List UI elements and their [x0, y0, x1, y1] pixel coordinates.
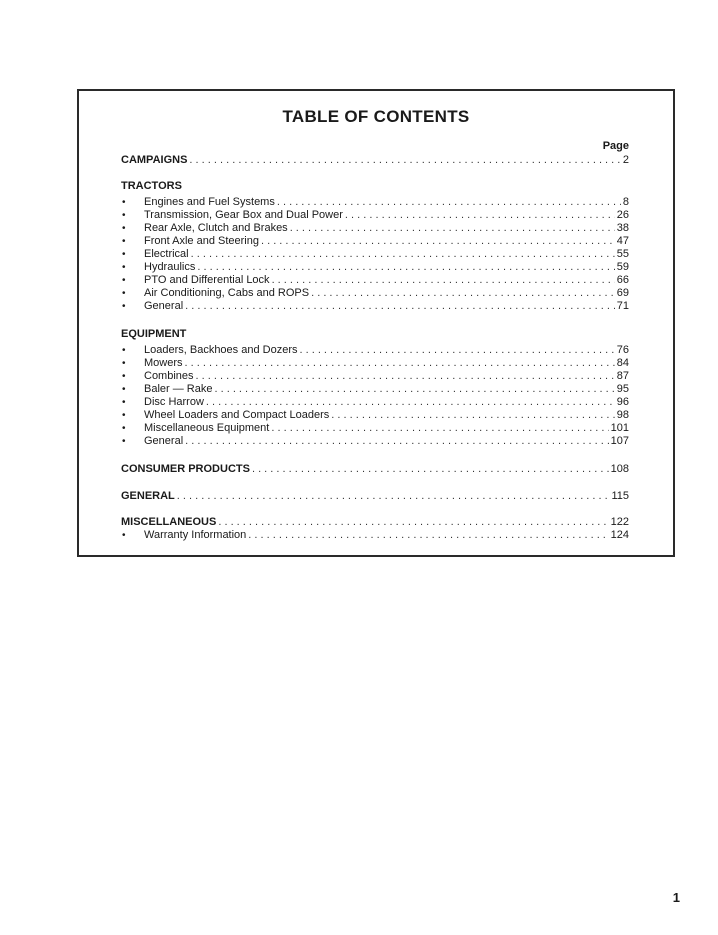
- dot-leader: [271, 422, 608, 435]
- entry-label: CAMPAIGNS: [121, 154, 188, 166]
- dot-leader: [185, 435, 609, 448]
- entry-page: 84: [616, 357, 629, 369]
- bullet: •: [122, 423, 126, 434]
- entry-page: 108: [610, 463, 629, 475]
- toc-entry: [121, 529, 629, 542]
- toc-entry: [121, 344, 629, 357]
- entry-page: 124: [610, 529, 629, 541]
- dot-leader: [261, 235, 615, 248]
- toc-entry-miscellaneous: [121, 516, 629, 529]
- bullet: •: [122, 210, 126, 221]
- bullet: •: [122, 223, 126, 234]
- page-column-header: Page: [602, 140, 629, 152]
- section-heading-tractors: TRACTORS: [121, 180, 182, 192]
- entry-page: 107: [610, 435, 629, 447]
- entry-page: 47: [616, 235, 629, 247]
- toc-entry: [121, 435, 629, 448]
- page-number: 1: [672, 890, 680, 905]
- toc-entry: [121, 383, 629, 396]
- toc-entry: [121, 396, 629, 409]
- entry-label: Baler — Rake: [144, 383, 213, 395]
- entry-page: 115: [611, 490, 629, 502]
- dot-leader: [218, 516, 608, 529]
- dot-leader: [206, 396, 615, 409]
- entry-label: Air Conditioning, Cabs and ROPS: [144, 287, 310, 299]
- entry-label: CONSUMER PRODUCTS: [121, 463, 250, 475]
- dot-leader: [272, 274, 615, 287]
- bullet: •: [122, 288, 126, 299]
- toc-entry: [121, 422, 629, 435]
- bullet: •: [122, 236, 126, 247]
- dot-leader: [299, 344, 614, 357]
- toc-entry-consumer-products: [121, 463, 629, 476]
- entry-page: 95: [616, 383, 629, 395]
- entry-label: MISCELLANEOUS: [121, 516, 217, 528]
- entry-label: Warranty Information: [144, 529, 247, 541]
- entry-page: 87: [616, 370, 629, 382]
- dot-leader: [177, 490, 610, 503]
- toc-entry: [121, 248, 629, 261]
- entry-label: Engines and Fuel Systems: [144, 196, 275, 208]
- bullet: •: [122, 530, 126, 541]
- toc-entry-campaigns: [121, 154, 629, 167]
- dot-leader: [191, 248, 615, 261]
- entry-page: 69: [616, 287, 629, 299]
- toc-entry: [121, 357, 629, 370]
- toc-entry: [121, 196, 629, 209]
- dot-leader: [189, 154, 620, 167]
- dot-leader: [197, 261, 614, 274]
- dot-leader: [277, 196, 621, 209]
- toc-title: TABLE OF CONTENTS: [282, 107, 470, 126]
- entry-label: Electrical: [144, 248, 189, 260]
- dot-leader: [214, 383, 614, 396]
- toc-entry: [121, 261, 629, 274]
- toc-entry-general: [121, 490, 629, 503]
- toc-entry: [121, 370, 629, 383]
- entry-label: Rear Axle, Clutch and Brakes: [144, 222, 288, 234]
- toc-entry: [121, 222, 629, 235]
- toc-entry: [121, 300, 629, 313]
- entry-page: 66: [616, 274, 629, 286]
- dot-leader: [185, 300, 615, 313]
- bullet: •: [122, 397, 126, 408]
- entry-page: 26: [616, 209, 629, 221]
- entry-label: Mowers: [144, 357, 183, 369]
- bullet: •: [122, 262, 126, 273]
- dot-leader: [196, 370, 615, 383]
- bullet: •: [122, 275, 126, 286]
- bullet: •: [122, 197, 126, 208]
- entry-label: GENERAL: [121, 490, 175, 502]
- entry-page: 96: [616, 396, 629, 408]
- entry-page: 2: [622, 154, 629, 166]
- dot-leader: [185, 357, 615, 370]
- bullet: •: [122, 436, 126, 447]
- bullet: •: [122, 371, 126, 382]
- entry-label: Combines: [144, 370, 194, 382]
- dot-leader: [290, 222, 615, 235]
- entry-page: 38: [616, 222, 629, 234]
- entry-label: Disc Harrow: [144, 396, 204, 408]
- toc-entry: [121, 409, 629, 422]
- entry-page: 122: [610, 516, 629, 528]
- entry-label: Wheel Loaders and Compact Loaders: [144, 409, 330, 421]
- entry-page: 55: [616, 248, 629, 260]
- entry-label: Loaders, Backhoes and Dozers: [144, 344, 298, 356]
- toc-entry: [121, 209, 629, 222]
- toc-entry: [121, 235, 629, 248]
- entry-page: 76: [616, 344, 629, 356]
- bullet: •: [122, 358, 126, 369]
- entry-page: 98: [616, 409, 629, 421]
- entry-label: General: [144, 300, 184, 312]
- bullet: •: [122, 301, 126, 312]
- entry-page: 59: [616, 261, 629, 273]
- entry-page: 101: [610, 422, 629, 434]
- toc-box: [77, 89, 675, 557]
- section-heading-equipment: EQUIPMENT: [121, 328, 187, 340]
- toc-entry: [121, 274, 629, 287]
- dot-leader: [311, 287, 615, 300]
- bullet: •: [122, 410, 126, 421]
- entry-label: Transmission, Gear Box and Dual Power: [144, 209, 343, 221]
- entry-label: PTO and Differential Lock: [144, 274, 270, 286]
- dot-leader: [248, 529, 608, 542]
- bullet: •: [122, 384, 126, 395]
- entry-label: Miscellaneous Equipment: [144, 422, 270, 434]
- dot-leader: [345, 209, 615, 222]
- entry-label: Hydraulics: [144, 261, 196, 273]
- entry-page: 71: [616, 300, 629, 312]
- dot-leader: [331, 409, 614, 422]
- toc-entry: [121, 287, 629, 300]
- bullet: •: [122, 249, 126, 260]
- entry-page: 8: [622, 196, 629, 208]
- entry-label: Front Axle and Steering: [144, 235, 259, 247]
- entry-label: General: [144, 435, 184, 447]
- bullet: •: [122, 345, 126, 356]
- dot-leader: [252, 463, 609, 476]
